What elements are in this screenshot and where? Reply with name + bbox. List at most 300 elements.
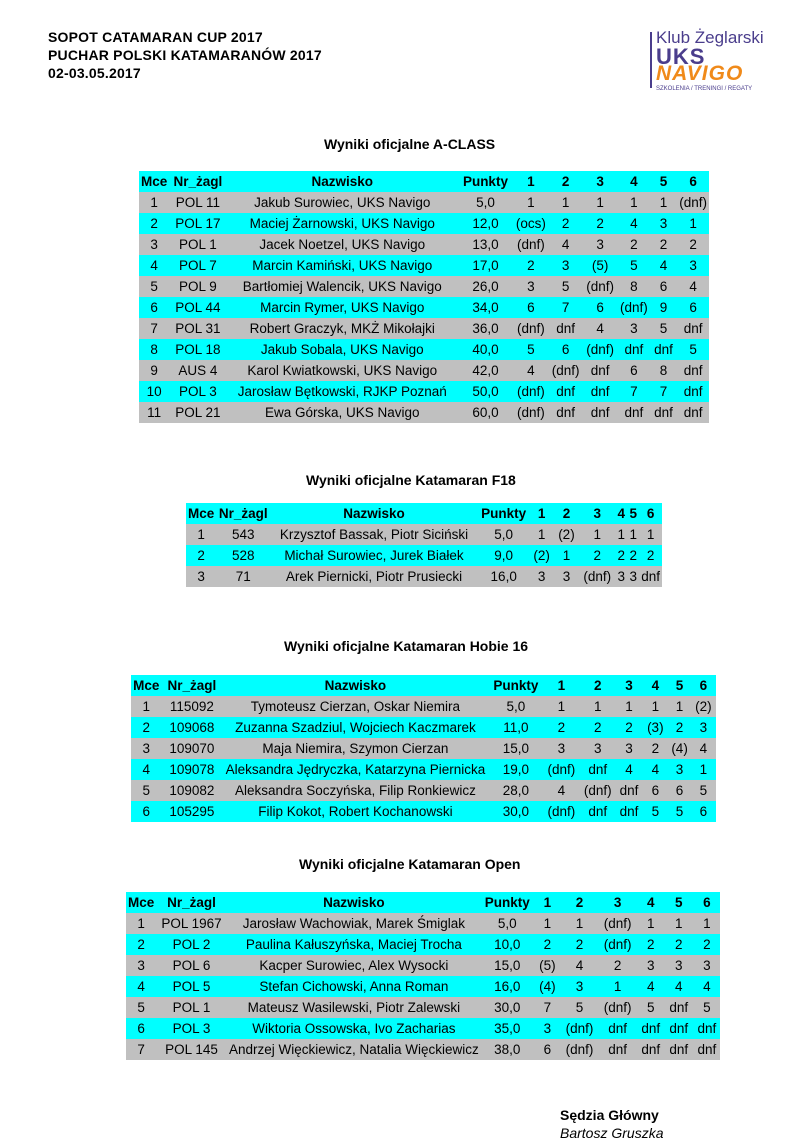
col-header-name: Nazwisko xyxy=(227,892,482,913)
cell-points: 36,0 xyxy=(458,318,513,339)
cell-race-3: (dnf) xyxy=(582,339,617,360)
cell-points: 12,0 xyxy=(458,213,513,234)
cell-name: Jarosław Bętkowski, RJKP Poznań xyxy=(227,381,458,402)
cell-sail-number: POL 1 xyxy=(156,997,226,1018)
cell-race-5: 5 xyxy=(650,318,677,339)
col-header-race-3: 3 xyxy=(598,892,638,913)
cell-race-1: 3 xyxy=(543,738,579,759)
col-header-sail-number: Nr_żagl xyxy=(169,171,226,192)
table-row xyxy=(139,276,709,297)
col-header-race-4: 4 xyxy=(618,171,650,192)
cell-name: Andrzej Więckiewicz, Natalia Więckiewicz xyxy=(227,1039,482,1060)
cell-race-3: 2 xyxy=(579,545,615,566)
cell-race-1: 7 xyxy=(533,997,561,1018)
cell-race-5: 1 xyxy=(650,192,677,213)
table-row xyxy=(131,738,716,759)
cell-place: 5 xyxy=(126,997,156,1018)
table-row xyxy=(139,192,709,213)
cell-race-1: (2) xyxy=(530,545,554,566)
cell-race-4: 1 xyxy=(618,192,650,213)
cell-race-5: 4 xyxy=(664,976,694,997)
cell-race-4: 1 xyxy=(638,913,664,934)
cell-points: 5,0 xyxy=(489,696,544,717)
cell-race-6: dnf xyxy=(694,1039,720,1060)
table-row xyxy=(139,339,709,360)
table-row xyxy=(126,913,720,934)
cell-race-2: 2 xyxy=(561,934,597,955)
cell-race-2: (dnf) xyxy=(561,1039,597,1060)
col-header-sail-number: Nr_żagl xyxy=(156,892,226,913)
table-row xyxy=(126,934,720,955)
results-table-open xyxy=(126,892,720,1060)
cell-race-1: 6 xyxy=(533,1039,561,1060)
cell-race-4: 2 xyxy=(615,545,627,566)
cell-race-1: (dnf) xyxy=(543,759,579,780)
club-logo xyxy=(640,28,780,90)
cell-race-1: (dnf) xyxy=(513,381,549,402)
cell-race-3: 1 xyxy=(598,976,638,997)
cell-race-4: 4 xyxy=(618,213,650,234)
cell-name: Arek Piernicki, Piotr Prusiecki xyxy=(270,566,478,587)
cell-name: Aleksandra Jędryczka, Katarzyna Piernicka xyxy=(222,759,488,780)
cell-race-4: 4 xyxy=(638,976,664,997)
cell-race-5: 7 xyxy=(650,381,677,402)
judge-title: Sędzia Główny xyxy=(560,1107,659,1123)
cell-place: 2 xyxy=(186,545,216,566)
cell-race-4: 3 xyxy=(615,566,627,587)
cell-points: 19,0 xyxy=(489,759,544,780)
cell-race-5: 4 xyxy=(650,255,677,276)
cell-points: 11,0 xyxy=(489,717,544,738)
cell-race-6: dnf xyxy=(677,381,709,402)
cell-race-6: dnf xyxy=(677,402,709,423)
table-row xyxy=(139,318,709,339)
cell-points: 26,0 xyxy=(458,276,513,297)
col-header-race-1: 1 xyxy=(513,171,549,192)
cell-race-5: 1 xyxy=(664,913,694,934)
cell-name: Karol Kwiatkowski, UKS Navigo xyxy=(227,360,458,381)
cell-place: 1 xyxy=(139,192,169,213)
cell-name: Robert Graczyk, MKŻ Mikołajki xyxy=(227,318,458,339)
cell-sail-number: POL 6 xyxy=(156,955,226,976)
col-header-place: Mce xyxy=(126,892,156,913)
logo-klub-text: Klub Żeglarski xyxy=(656,28,764,47)
cell-sail-number: 71 xyxy=(216,566,270,587)
logo-tagline: SZKOLENIA / TRENINGI / REGATY xyxy=(656,86,753,92)
cell-race-3: dnf xyxy=(582,381,617,402)
cell-race-5: 3 xyxy=(664,955,694,976)
cell-sail-number: POL 11 xyxy=(169,192,226,213)
cell-name: Jarosław Wachowiak, Marek Śmiglak xyxy=(227,913,482,934)
cell-race-2: 1 xyxy=(549,192,583,213)
cell-points: 5,0 xyxy=(458,192,513,213)
cell-race-1: 1 xyxy=(543,696,579,717)
col-header-race-3: 3 xyxy=(616,675,642,696)
cell-race-6: 1 xyxy=(677,213,709,234)
cell-sail-number: POL 5 xyxy=(156,976,226,997)
cell-race-3: 2 xyxy=(616,717,642,738)
cell-name: Zuzanna Szadziul, Wojciech Kaczmarek xyxy=(222,717,488,738)
cell-race-2: 5 xyxy=(549,276,583,297)
cell-race-6: 3 xyxy=(677,255,709,276)
cell-race-2: (dnf) xyxy=(561,1018,597,1039)
col-header-race-2: 2 xyxy=(561,892,597,913)
cell-race-4: 2 xyxy=(618,234,650,255)
cell-race-6: 5 xyxy=(677,339,709,360)
cell-points: 16,0 xyxy=(478,566,530,587)
logo-navigo-text: NAVIGO xyxy=(656,62,744,85)
cell-race-2: dnf xyxy=(549,381,583,402)
cell-race-2: 3 xyxy=(580,738,616,759)
table-row xyxy=(139,255,709,276)
cell-race-2: 7 xyxy=(549,297,583,318)
cell-race-1: (dnf) xyxy=(513,402,549,423)
cell-race-2: 3 xyxy=(549,255,583,276)
cell-points: 34,0 xyxy=(458,297,513,318)
table-row xyxy=(126,1039,720,1060)
cell-name: Wiktoria Ossowska, Ivo Zacharias xyxy=(227,1018,482,1039)
cell-race-3: 4 xyxy=(616,759,642,780)
cell-sail-number: POL 17 xyxy=(169,213,226,234)
cell-race-5: 2 xyxy=(664,934,694,955)
cell-points: 40,0 xyxy=(458,339,513,360)
cell-race-1: 2 xyxy=(543,717,579,738)
cell-race-4: 6 xyxy=(642,780,668,801)
title-open: Wyniki oficjalne Katamaran Open xyxy=(299,856,521,872)
cell-sail-number: 109070 xyxy=(162,738,223,759)
judge-signature-block xyxy=(560,1106,663,1142)
col-header-race-2: 2 xyxy=(580,675,616,696)
cell-race-1: 2 xyxy=(513,255,549,276)
cell-points: 15,0 xyxy=(489,738,544,759)
cell-race-6: 1 xyxy=(691,759,716,780)
cell-sail-number: 528 xyxy=(216,545,270,566)
cell-race-6: 2 xyxy=(694,934,720,955)
cell-race-3: dnf xyxy=(582,360,617,381)
cell-race-5: dnf xyxy=(664,997,694,1018)
cell-sail-number: 109082 xyxy=(162,780,223,801)
cell-race-3: 2 xyxy=(598,955,638,976)
cell-sail-number: POL 1967 xyxy=(156,913,226,934)
table-row xyxy=(139,234,709,255)
table-row xyxy=(131,759,716,780)
cell-race-2: 2 xyxy=(549,213,583,234)
cell-sail-number: POL 3 xyxy=(169,381,226,402)
col-header-race-1: 1 xyxy=(533,892,561,913)
cell-place: 8 xyxy=(139,339,169,360)
cell-race-6: (2) xyxy=(691,696,716,717)
cell-place: 5 xyxy=(131,780,162,801)
cell-place: 3 xyxy=(126,955,156,976)
col-header-race-2: 2 xyxy=(549,171,583,192)
cell-race-5: 1 xyxy=(627,524,639,545)
cell-points: 13,0 xyxy=(458,234,513,255)
cell-name: Bartłomiej Walencik, UKS Navigo xyxy=(227,276,458,297)
table-row xyxy=(131,696,716,717)
cell-race-1: 1 xyxy=(533,913,561,934)
cell-race-5: 3 xyxy=(668,759,690,780)
cell-race-5: 1 xyxy=(668,696,690,717)
cell-place: 9 xyxy=(139,360,169,381)
cell-race-1: 3 xyxy=(530,566,554,587)
cell-sail-number: POL 2 xyxy=(156,934,226,955)
cell-race-1: (dnf) xyxy=(513,234,549,255)
cell-race-1: 3 xyxy=(533,1018,561,1039)
cell-race-1: 5 xyxy=(513,339,549,360)
cell-race-5: dnf xyxy=(664,1039,694,1060)
header-row xyxy=(186,503,662,524)
col-header-race-4: 4 xyxy=(638,892,664,913)
cell-name: Tymoteusz Cierzan, Oskar Niemira xyxy=(222,696,488,717)
cell-race-3: (dnf) xyxy=(582,276,617,297)
col-header-race-5: 5 xyxy=(668,675,690,696)
cell-race-4: (dnf) xyxy=(618,297,650,318)
cell-sail-number: AUS 4 xyxy=(169,360,226,381)
header-row xyxy=(126,892,720,913)
cell-race-5: 5 xyxy=(668,801,690,822)
cell-sail-number: POL 9 xyxy=(169,276,226,297)
cell-race-3: 3 xyxy=(582,234,617,255)
table-row xyxy=(131,801,716,822)
cell-place: 6 xyxy=(139,297,169,318)
event-header xyxy=(48,28,322,82)
cell-race-4: dnf xyxy=(638,1039,664,1060)
cell-name: Ewa Górska, UKS Navigo xyxy=(227,402,458,423)
results-table-hobie-16 xyxy=(131,675,716,822)
col-header-race-4: 4 xyxy=(615,503,627,524)
col-header-place: Mce xyxy=(186,503,216,524)
cell-place: 6 xyxy=(126,1018,156,1039)
cell-race-1: 2 xyxy=(533,934,561,955)
cell-race-2: 6 xyxy=(549,339,583,360)
cell-name: Filip Kokot, Robert Kochanowski xyxy=(222,801,488,822)
table-row xyxy=(126,1018,720,1039)
cell-points: 15,0 xyxy=(481,955,533,976)
col-header-race-1: 1 xyxy=(530,503,554,524)
cell-race-2: 1 xyxy=(580,696,616,717)
event-dates: 02-03.05.2017 xyxy=(48,65,141,81)
col-header-race-5: 5 xyxy=(627,503,639,524)
cell-race-3: 4 xyxy=(582,318,617,339)
cell-race-2: dnf xyxy=(580,801,616,822)
cell-race-5: 6 xyxy=(650,276,677,297)
cell-race-2: 1 xyxy=(554,545,580,566)
col-header-name: Nazwisko xyxy=(270,503,478,524)
cell-race-2: (2) xyxy=(554,524,580,545)
cell-points: 35,0 xyxy=(481,1018,533,1039)
cell-place: 2 xyxy=(131,717,162,738)
cell-race-2: (dnf) xyxy=(580,780,616,801)
results-table-a-class xyxy=(139,171,709,423)
cell-race-6: dnf xyxy=(677,360,709,381)
header-row xyxy=(139,171,709,192)
cell-sail-number: 109078 xyxy=(162,759,223,780)
cell-race-4: 7 xyxy=(618,381,650,402)
cell-race-3: dnf xyxy=(616,780,642,801)
col-header-race-1: 1 xyxy=(543,675,579,696)
cell-sail-number: POL 21 xyxy=(169,402,226,423)
cell-race-1: (dnf) xyxy=(543,801,579,822)
cell-race-1: (5) xyxy=(533,955,561,976)
cell-sail-number: 115092 xyxy=(162,696,223,717)
cell-race-5: 2 xyxy=(650,234,677,255)
col-header-points: Punkty xyxy=(478,503,530,524)
cell-sail-number: POL 31 xyxy=(169,318,226,339)
cell-sail-number: POL 7 xyxy=(169,255,226,276)
cell-name: Paulina Kałuszyńska, Maciej Trocha xyxy=(227,934,482,955)
cell-race-5: 8 xyxy=(650,360,677,381)
title-a-class: Wyniki oficjalne A-CLASS xyxy=(324,136,496,152)
cell-place: 1 xyxy=(186,524,216,545)
cell-place: 3 xyxy=(186,566,216,587)
cell-race-3: 1 xyxy=(582,192,617,213)
cell-race-2: dnf xyxy=(549,402,583,423)
col-header-place: Mce xyxy=(139,171,169,192)
col-header-name: Nazwisko xyxy=(227,171,458,192)
cell-race-2: dnf xyxy=(580,759,616,780)
table-row xyxy=(126,955,720,976)
cell-race-4: (3) xyxy=(642,717,668,738)
cell-race-3: 3 xyxy=(616,738,642,759)
table-row xyxy=(139,360,709,381)
cell-race-4: 2 xyxy=(638,934,664,955)
cell-place: 4 xyxy=(126,976,156,997)
cell-place: 5 xyxy=(139,276,169,297)
cell-race-1: 4 xyxy=(513,360,549,381)
col-header-race-5: 5 xyxy=(650,171,677,192)
cell-race-5: 3 xyxy=(650,213,677,234)
cell-race-6: 1 xyxy=(639,524,662,545)
cell-points: 10,0 xyxy=(481,934,533,955)
table-row xyxy=(131,717,716,738)
cell-name: Jakub Sobala, UKS Navigo xyxy=(227,339,458,360)
cell-race-3: (dnf) xyxy=(598,913,638,934)
cell-race-2: 1 xyxy=(561,913,597,934)
cell-points: 28,0 xyxy=(489,780,544,801)
cell-race-3: (dnf) xyxy=(598,934,638,955)
cell-race-5: 2 xyxy=(668,717,690,738)
cell-race-6: 4 xyxy=(677,276,709,297)
title-hobie-16: Wyniki oficjalne Katamaran Hobie 16 xyxy=(284,638,529,654)
cell-race-4: 2 xyxy=(642,738,668,759)
cell-name: Maja Niemira, Szymon Cierzan xyxy=(222,738,488,759)
cell-race-2: 3 xyxy=(554,566,580,587)
cell-place: 7 xyxy=(126,1039,156,1060)
cell-race-3: (5) xyxy=(582,255,617,276)
cell-race-2: 2 xyxy=(580,717,616,738)
cell-race-6: 2 xyxy=(677,234,709,255)
cell-sail-number: POL 1 xyxy=(169,234,226,255)
cell-sail-number: POL 3 xyxy=(156,1018,226,1039)
col-header-sail-number: Nr_żagl xyxy=(162,675,223,696)
cell-race-1: 4 xyxy=(543,780,579,801)
cell-race-4: 6 xyxy=(618,360,650,381)
cell-name: Stefan Cichowski, Anna Roman xyxy=(227,976,482,997)
cell-race-4: dnf xyxy=(618,402,650,423)
cell-race-6: 4 xyxy=(691,738,716,759)
table-row xyxy=(186,545,662,566)
table-row xyxy=(126,997,720,1018)
cell-race-5: 3 xyxy=(627,566,639,587)
cell-race-6: 6 xyxy=(677,297,709,318)
cell-race-3: 1 xyxy=(579,524,615,545)
cell-race-4: 3 xyxy=(618,318,650,339)
col-header-race-3: 3 xyxy=(579,503,615,524)
table-row xyxy=(131,780,716,801)
cell-name: Aleksandra Soczyńska, Filip Ronkiewicz xyxy=(222,780,488,801)
cell-place: 6 xyxy=(131,801,162,822)
cell-race-4: 5 xyxy=(642,801,668,822)
cell-race-3: (dnf) xyxy=(598,997,638,1018)
table-row xyxy=(126,976,720,997)
col-header-race-5: 5 xyxy=(664,892,694,913)
cell-place: 2 xyxy=(126,934,156,955)
cell-race-1: 1 xyxy=(513,192,549,213)
cell-race-5: dnf xyxy=(664,1018,694,1039)
table-row xyxy=(186,566,662,587)
col-header-race-2: 2 xyxy=(554,503,580,524)
logo-bar xyxy=(650,32,652,88)
cell-points: 5,0 xyxy=(478,524,530,545)
col-header-race-6: 6 xyxy=(694,892,720,913)
cell-race-4: dnf xyxy=(638,1018,664,1039)
cell-race-4: 5 xyxy=(618,255,650,276)
cell-race-1: 6 xyxy=(513,297,549,318)
cell-race-3: dnf xyxy=(582,402,617,423)
cell-points: 5,0 xyxy=(481,913,533,934)
cell-race-5: dnf xyxy=(650,402,677,423)
cell-race-1: 3 xyxy=(513,276,549,297)
cell-race-6: 5 xyxy=(691,780,716,801)
cell-race-6: 3 xyxy=(691,717,716,738)
cell-race-2: 4 xyxy=(549,234,583,255)
cell-sail-number: 109068 xyxy=(162,717,223,738)
cell-place: 1 xyxy=(131,696,162,717)
col-header-race-6: 6 xyxy=(691,675,716,696)
cell-name: Michał Surowiec, Jurek Białek xyxy=(270,545,478,566)
cell-race-1: (ocs) xyxy=(513,213,549,234)
cell-race-3: dnf xyxy=(598,1018,638,1039)
col-header-points: Punkty xyxy=(481,892,533,913)
cell-points: 17,0 xyxy=(458,255,513,276)
cell-place: 7 xyxy=(139,318,169,339)
cell-name: Krzysztof Bassak, Piotr Siciński xyxy=(270,524,478,545)
cell-points: 16,0 xyxy=(481,976,533,997)
header-row xyxy=(131,675,716,696)
cell-race-3: dnf xyxy=(598,1039,638,1060)
cell-race-5: dnf xyxy=(650,339,677,360)
cell-place: 4 xyxy=(131,759,162,780)
cell-name: Mateusz Wasilewski, Piotr Zalewski xyxy=(227,997,482,1018)
cell-race-6: 2 xyxy=(639,545,662,566)
cell-race-3: 2 xyxy=(582,213,617,234)
cell-race-6: dnf xyxy=(677,318,709,339)
cell-points: 38,0 xyxy=(481,1039,533,1060)
col-header-race-4: 4 xyxy=(642,675,668,696)
cell-place: 10 xyxy=(139,381,169,402)
cell-name: Maciej Żarnowski, UKS Navigo xyxy=(227,213,458,234)
table-row xyxy=(139,402,709,423)
cell-race-4: 1 xyxy=(642,696,668,717)
cell-race-4: dnf xyxy=(618,339,650,360)
cell-points: 9,0 xyxy=(478,545,530,566)
cell-race-6: 3 xyxy=(694,955,720,976)
cell-race-6: dnf xyxy=(639,566,662,587)
cell-race-4: 5 xyxy=(638,997,664,1018)
cell-race-3: 1 xyxy=(616,696,642,717)
cell-race-5: 6 xyxy=(668,780,690,801)
cell-place: 2 xyxy=(139,213,169,234)
